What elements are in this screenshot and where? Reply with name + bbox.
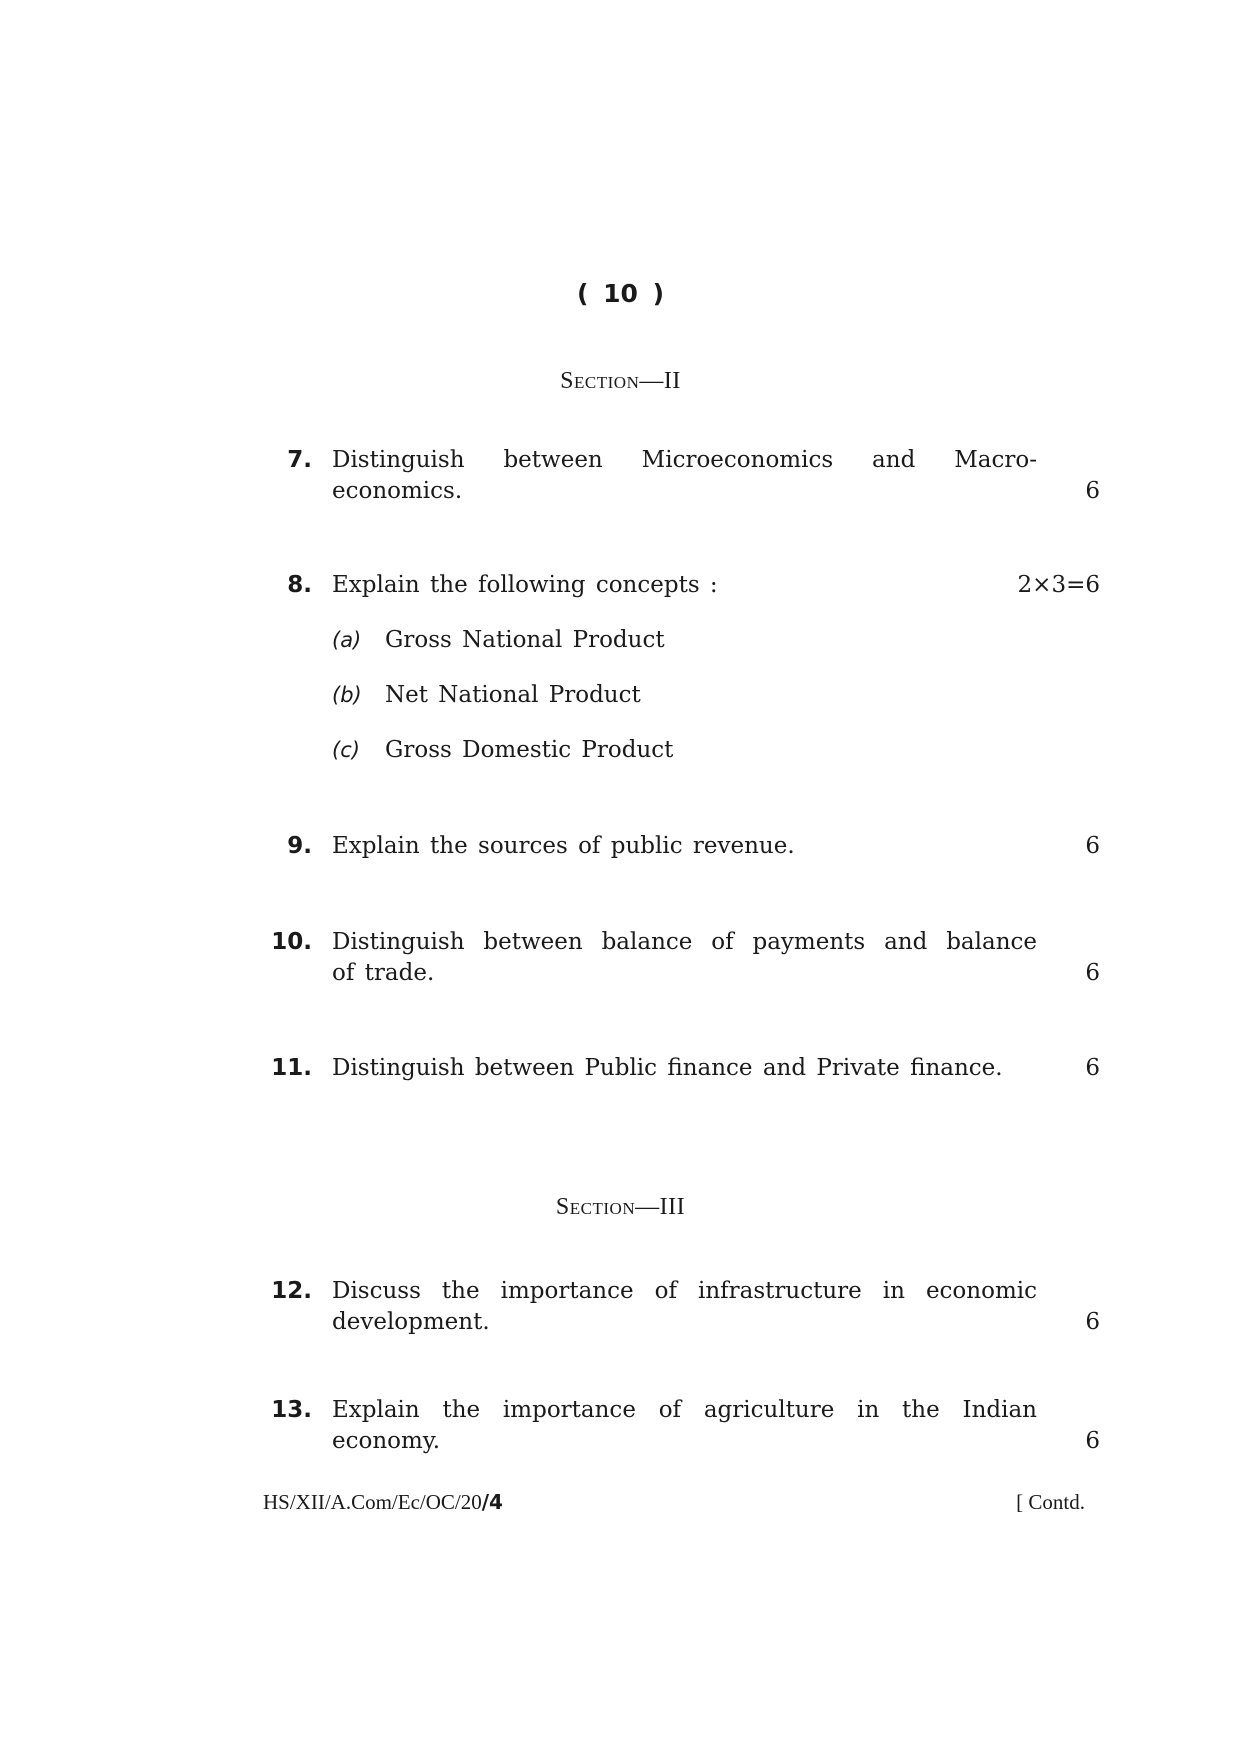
question-marks: 6 xyxy=(1085,1309,1100,1335)
question-text xyxy=(332,927,1037,989)
question-number: 7. xyxy=(287,447,312,473)
sub-item-label: (c) xyxy=(332,738,360,762)
question-text xyxy=(332,1395,1037,1457)
question-number: 8. xyxy=(287,572,312,598)
question-text-line1: Discuss the importance of infrastructure in economic xyxy=(332,1278,1037,1304)
question-marks: 6 xyxy=(1085,1055,1100,1081)
question-text: Explain the sources of public revenue. xyxy=(332,833,795,859)
question-text: Distinguish between Public finance and Private finance. xyxy=(332,1055,1003,1081)
question-text xyxy=(332,1276,1037,1338)
question-marks: 6 xyxy=(1085,833,1100,859)
sub-item-text: Gross National Product xyxy=(385,627,665,653)
question-text-line2: economy. xyxy=(332,1428,441,1454)
section-heading-ii xyxy=(0,368,1241,395)
section-heading-prefix: Section xyxy=(555,1194,636,1220)
question-text xyxy=(332,445,1037,507)
section-heading-suffix: —II xyxy=(639,368,681,394)
question-text-line1: Distinguish between balance of payments and balance xyxy=(332,929,1037,955)
question-marks: 6 xyxy=(1085,960,1100,986)
paper-code-prefix: HS/XII/A.Com/Ec/OC/20 xyxy=(263,1490,482,1514)
section-heading-iii xyxy=(0,1194,1241,1221)
question-number: 13. xyxy=(271,1397,312,1423)
question-text-line2: of trade. xyxy=(332,960,435,986)
question-marks: 6 xyxy=(1085,1428,1100,1454)
question-marks: 2×3=6 xyxy=(1017,572,1100,598)
section-heading-prefix: Section xyxy=(560,368,640,394)
question-text-line1: Explain the importance of agriculture in the Indian xyxy=(332,1397,1037,1423)
question-number: 11. xyxy=(271,1055,312,1081)
paper-code xyxy=(263,1490,503,1515)
page-number: ( 10 ) xyxy=(576,279,665,308)
contd-marker: [ Contd. xyxy=(1016,1490,1085,1514)
sub-item-label: (b) xyxy=(332,683,362,707)
sub-item-a xyxy=(332,625,665,656)
sub-item-b xyxy=(332,680,641,711)
question-text-line2: economics. xyxy=(332,478,463,504)
question-number: 9. xyxy=(287,833,312,859)
question-marks: 6 xyxy=(1085,478,1100,504)
sub-item-c xyxy=(332,735,673,766)
sub-item-text: Net National Product xyxy=(385,682,641,708)
section-heading-suffix: —III xyxy=(635,1194,686,1220)
question-number: 12. xyxy=(271,1278,312,1304)
paper-code-suffix: /4 xyxy=(481,1490,503,1514)
question-text-line1: Distinguish between Microeconomics and Macro- xyxy=(332,447,1037,473)
question-text-line2: development. xyxy=(332,1309,490,1335)
sub-item-label: (a) xyxy=(332,628,362,652)
sub-item-text: Gross Domestic Product xyxy=(385,737,674,763)
question-number: 10. xyxy=(271,929,312,955)
question-text: Explain the following concepts : xyxy=(332,572,718,598)
